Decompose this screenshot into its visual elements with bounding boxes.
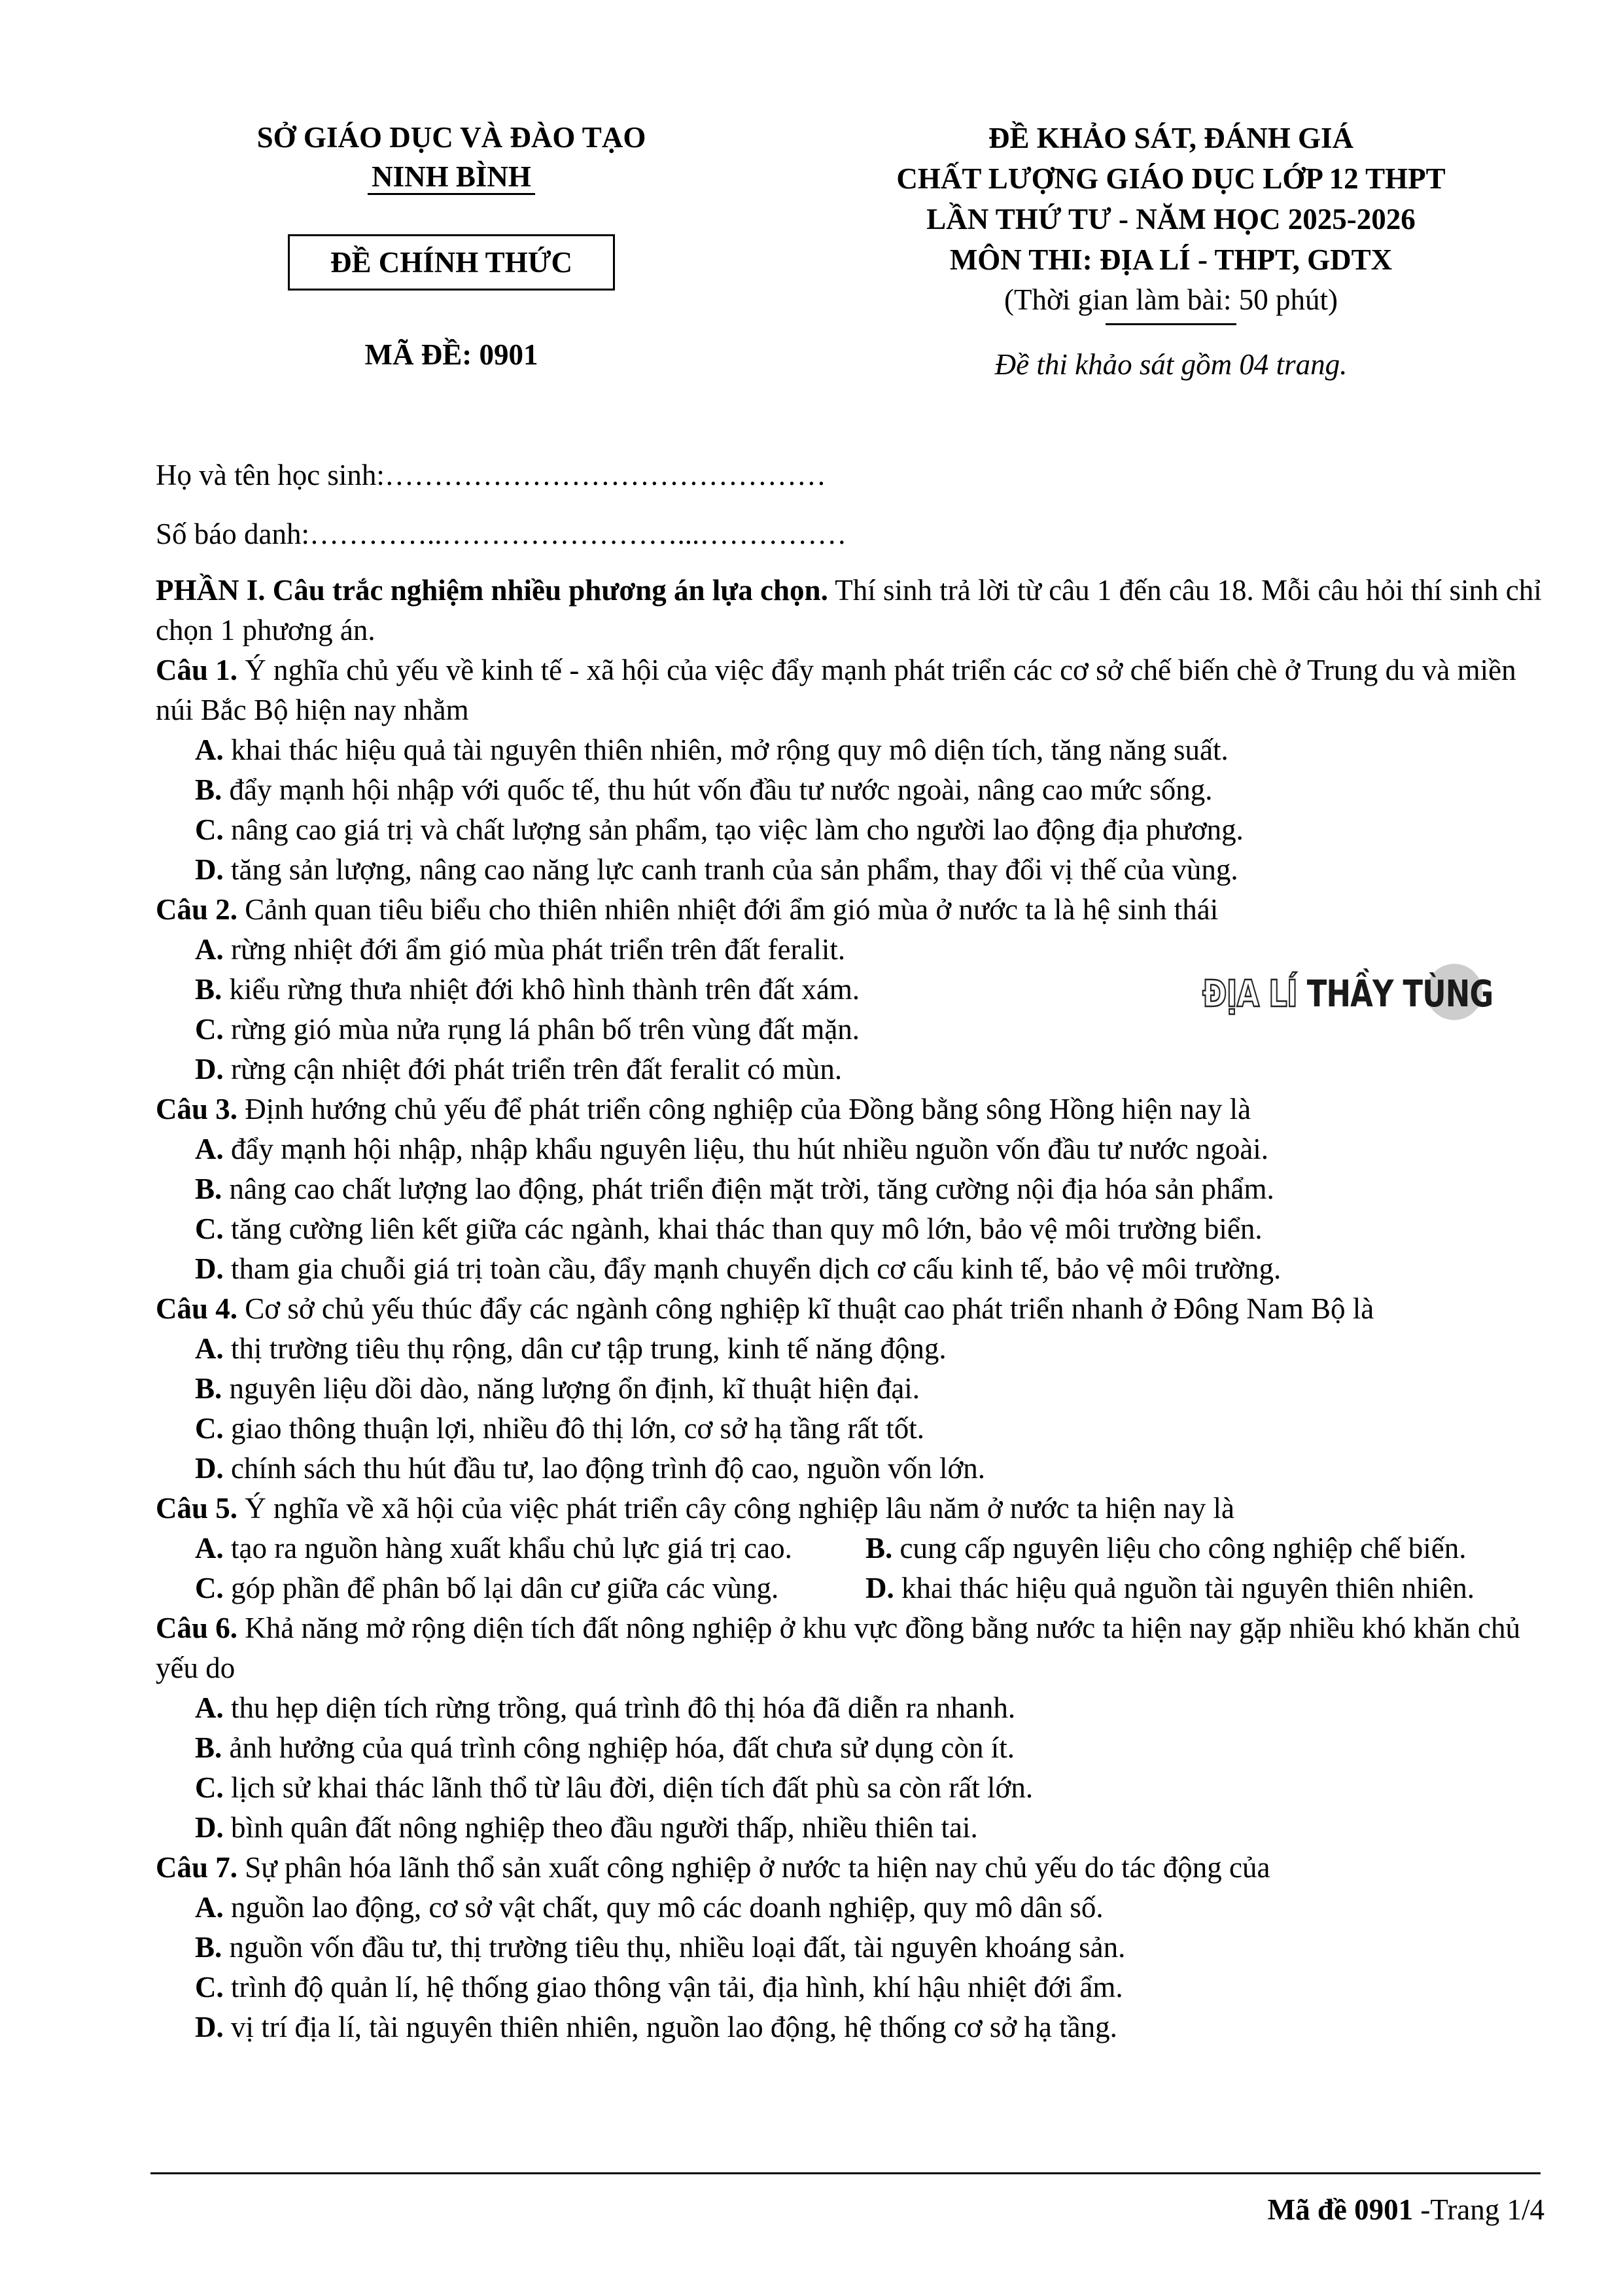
question-5-options-row-2 xyxy=(156,1568,1543,1608)
option-text: kiểu rừng thưa nhiệt đới khô hình thành trên đất xám. xyxy=(222,973,860,1006)
question-6-option-b[interactable] xyxy=(156,1728,1543,1768)
question-4-option-d[interactable] xyxy=(156,1449,1543,1489)
watermark-text-part1: ĐỊA LÍ xyxy=(1202,973,1307,1016)
question-6 xyxy=(156,1608,1543,1688)
exam-title-line3: LẦN THỨ TƯ - NĂM HỌC 2025-2026 xyxy=(926,203,1416,236)
question-7-option-a[interactable] xyxy=(156,1888,1543,1928)
question-text: Khả năng mở rộng diện tích đất nông nghiệp ở khu vực đồng bằng nước ta hiện nay gặp nhiều khó khăn chủ yếu do xyxy=(156,1612,1521,1684)
option-text: khai thác hiệu quả nguồn tài nguyên thiên nhiên. xyxy=(894,1572,1475,1604)
option-letter: A. xyxy=(195,1133,224,1165)
option-letter: A. xyxy=(195,1691,224,1724)
option-text: tăng cường liên kết giữa các ngành, khai thác than quy mô lớn, bảo vệ môi trường biển. xyxy=(223,1212,1263,1245)
option-text: nguồn vốn đầu tư, thị trường tiêu thụ, nhiều loại đất, tài nguyên khoáng sản. xyxy=(222,1931,1126,1964)
question-7-option-c[interactable] xyxy=(156,1968,1543,2007)
question-5-option-a[interactable] xyxy=(195,1528,865,1568)
question-text: Định hướng chủ yếu để phát triển công nghiệp của Đồng bằng sông Hồng hiện nay là xyxy=(237,1093,1251,1125)
option-letter: D. xyxy=(195,1811,224,1844)
question-5-option-b[interactable] xyxy=(865,1528,1466,1568)
option-text: đẩy mạnh hội nhập với quốc tế, thu hút vốn đầu tư nước ngoài, nâng cao mức sống. xyxy=(222,773,1213,806)
option-letter: C. xyxy=(195,1212,224,1245)
option-letter: B. xyxy=(865,1532,893,1564)
option-text: thu hẹp diện tích rừng trồng, quá trình đô thị hóa đã diễn ra nhanh. xyxy=(223,1691,1016,1724)
footer-divider xyxy=(150,2172,1541,2174)
option-text: rừng cận nhiệt đới phát triển trên đất feralit có mùn. xyxy=(223,1053,843,1086)
pages-note: Đề thi khảo sát gồm 04 trang. xyxy=(994,348,1348,381)
question-5-option-d[interactable] xyxy=(865,1568,1475,1608)
question-7 xyxy=(156,1848,1543,1888)
student-name-line: Họ và tên học sinh:……………………………………… xyxy=(156,459,826,491)
option-text: nguồn lao động, cơ sở vật chất, quy mô các doanh nghiệp, quy mô dân số. xyxy=(223,1891,1104,1924)
question-1 xyxy=(156,650,1543,730)
exam-content xyxy=(156,571,1543,2047)
option-text: tăng sản lượng, nâng cao năng lực canh tranh của sản phẩm, thay đổi vị thế của vùng. xyxy=(223,853,1238,886)
option-text: bình quân đất nông nghiệp theo đầu người thấp, nhiều thiên tai. xyxy=(223,1811,978,1844)
question-4-option-a[interactable] xyxy=(156,1329,1543,1369)
watermark-logo xyxy=(1202,959,1493,1031)
page-footer xyxy=(1268,2190,1544,2229)
question-4-option-b[interactable] xyxy=(156,1369,1543,1409)
question-text: Cơ sở chủ yếu thúc đẩy các ngành công nghiệp kĩ thuật cao phát triển nhanh ở Đông Nam Bộ là xyxy=(237,1292,1374,1325)
question-label: Câu 7. xyxy=(156,1851,238,1884)
question-text: Ý nghĩa chủ yếu về kinh tế - xã hội của việc đẩy mạnh phát triển các cơ sở chế biến chè ở Trung du và miền núi Bắc Bộ hiện nay nhằm xyxy=(156,654,1516,726)
option-text: rừng nhiệt đới ẩm gió mùa phát triển trên đất feralit. xyxy=(223,933,846,966)
question-text: Ý nghĩa về xã hội của việc phát triển cây công nghiệp lâu năm ở nước ta hiện nay là xyxy=(237,1492,1234,1525)
option-text: nguyên liệu dồi dào, năng lượng ổn định, kĩ thuật hiện đại. xyxy=(222,1372,920,1405)
option-letter: B. xyxy=(195,973,222,1006)
department-name: SỞ GIÁO DỤC VÀ ĐÀO TẠO xyxy=(256,121,646,154)
question-4 xyxy=(156,1289,1543,1329)
option-text: chính sách thu hút đầu tư, lao động trình độ cao, nguồn vốn lớn. xyxy=(223,1452,986,1485)
question-text: Sự phân hóa lãnh thổ sản xuất công nghiệp ở nước ta hiện nay chủ yếu do tác động của xyxy=(237,1851,1270,1884)
exam-title-line1: ĐỀ KHẢO SÁT, ĐÁNH GIÁ xyxy=(988,122,1353,154)
option-letter: D. xyxy=(195,2011,224,2043)
question-6-option-c[interactable] xyxy=(156,1768,1543,1808)
question-5-options-row-1 xyxy=(156,1528,1543,1568)
option-letter: A. xyxy=(195,1891,224,1924)
official-exam-box: ĐỀ CHÍNH THỨC xyxy=(288,234,615,291)
option-text: rừng gió mùa nửa rụng lá phân bố trên vùng đất mặn. xyxy=(223,1013,860,1046)
option-letter: C. xyxy=(195,1013,224,1046)
part1-heading xyxy=(156,571,1543,650)
option-letter: B. xyxy=(195,1931,222,1964)
exam-duration: (Thời gian làm bài: 50 phút) xyxy=(1004,283,1338,316)
option-letter: D. xyxy=(865,1572,894,1604)
watermark-text xyxy=(1202,972,1493,1017)
question-6-option-a[interactable] xyxy=(156,1688,1543,1728)
question-7-option-d[interactable] xyxy=(156,2007,1543,2047)
footer-page-number: -Trang 1/4 xyxy=(1413,2193,1544,2226)
exam-title-line2: CHẤT LƯỢNG GIÁO DỤC LỚP 12 THPT xyxy=(896,162,1446,195)
option-text: nâng cao chất lượng lao động, phát triển điện mặt trời, tăng cường nội địa hóa sản phẩm. xyxy=(222,1173,1274,1205)
option-letter: C. xyxy=(195,1412,224,1445)
part1-instruction: Thí sinh trả lời từ câu 1 đến câu 18. Mỗi câu hỏi thí sinh chỉ chọn 1 phương án. xyxy=(156,574,1542,646)
option-letter: D. xyxy=(195,1452,224,1485)
option-text: thị trường tiêu thụ rộng, dân cư tập trung, kinh tế năng động. xyxy=(223,1332,947,1365)
option-letter: D. xyxy=(195,1053,224,1086)
question-text: Cảnh quan tiêu biểu cho thiên nhiên nhiệt đới ẩm gió mùa ở nước ta là hệ sinh thái xyxy=(237,893,1219,926)
exam-code: MÃ ĐỀ: 0901 xyxy=(364,338,538,371)
option-text: góp phần để phân bố lại dân cư giữa các vùng. xyxy=(223,1572,779,1604)
question-1-option-c[interactable] xyxy=(156,810,1543,850)
option-letter: C. xyxy=(195,1771,224,1804)
option-text: ảnh hưởng của quá trình công nghiệp hóa, đất chưa sử dụng còn ít. xyxy=(222,1731,1015,1764)
header-right xyxy=(811,118,1531,384)
question-1-option-a[interactable] xyxy=(156,730,1543,770)
question-3-option-d[interactable] xyxy=(156,1249,1543,1289)
question-3-option-b[interactable] xyxy=(156,1169,1543,1209)
watermark-text-part2: THẦY TÙNG xyxy=(1306,973,1493,1016)
option-text: trình độ quản lí, hệ thống giao thông vận tải, địa hình, khí hậu nhiệt đới ẩm. xyxy=(223,1971,1123,2004)
question-5-option-c[interactable] xyxy=(195,1568,865,1608)
question-4-option-c[interactable] xyxy=(156,1409,1543,1449)
question-7-option-b[interactable] xyxy=(156,1928,1543,1968)
question-6-option-d[interactable] xyxy=(156,1808,1543,1848)
part1-title: PHẦN I. Câu trắc nghiệm nhiều phương án lựa chọn. xyxy=(156,574,828,607)
option-text: tạo ra nguồn hàng xuất khẩu chủ lực giá trị cao. xyxy=(223,1532,792,1564)
question-3-option-c[interactable] xyxy=(156,1209,1543,1249)
option-letter: A. xyxy=(195,933,224,966)
option-letter: C. xyxy=(195,1971,224,2004)
option-text: cung cấp nguyên liệu cho công nghiệp chế biến. xyxy=(892,1532,1467,1564)
option-letter: D. xyxy=(195,1252,224,1285)
exam-subject: MÔN THI: ĐỊA LÍ - THPT, GDTX xyxy=(949,243,1393,276)
question-label: Câu 5. xyxy=(156,1492,238,1525)
option-letter: B. xyxy=(195,773,222,806)
option-letter: C. xyxy=(195,1572,224,1604)
option-letter: A. xyxy=(195,1332,224,1365)
question-label: Câu 2. xyxy=(156,893,238,926)
option-text: nâng cao giá trị và chất lượng sản phẩm, tạo việc làm cho người lao động địa phương. xyxy=(223,813,1244,846)
option-letter: B. xyxy=(195,1173,222,1205)
option-text: giao thông thuận lợi, nhiều đô thị lớn, cơ sở hạ tầng rất tốt. xyxy=(223,1412,925,1445)
header-left xyxy=(216,118,687,373)
option-letter: B. xyxy=(195,1372,222,1405)
option-text: khai thác hiệu quả tài nguyên thiên nhiên, mở rộng quy mô diện tích, tăng năng suất. xyxy=(223,733,1229,766)
option-text: vị trí địa lí, tài nguyên thiên nhiên, nguồn lao động, hệ thống cơ sở hạ tầng. xyxy=(223,2011,1117,2043)
option-letter: D. xyxy=(195,853,224,886)
option-text: tham gia chuỗi giá trị toàn cầu, đẩy mạnh chuyển dịch cơ cấu kinh tế, bảo vệ môi trường. xyxy=(223,1252,1282,1285)
province-name: NINH BÌNH xyxy=(372,157,531,196)
question-1-option-b[interactable] xyxy=(156,770,1543,810)
question-label: Câu 4. xyxy=(156,1292,238,1325)
option-letter: A. xyxy=(195,1532,224,1564)
student-id-line: Số báo danh:…………..……………………...…………… xyxy=(156,518,847,550)
footer-exam-code: Mã đề 0901 xyxy=(1267,2193,1414,2226)
question-5 xyxy=(156,1489,1543,1528)
question-label: Câu 1. xyxy=(156,654,238,686)
question-3-option-a[interactable] xyxy=(156,1129,1543,1169)
option-letter: C. xyxy=(195,813,224,846)
question-3 xyxy=(156,1089,1543,1129)
question-2 xyxy=(156,890,1543,930)
question-1-option-d[interactable] xyxy=(156,850,1543,890)
question-label: Câu 3. xyxy=(156,1093,238,1125)
option-text: đẩy mạnh hội nhập, nhập khẩu nguyên liệu, thu hút nhiều nguồn vốn đầu tư nước ngoài. xyxy=(223,1133,1269,1165)
question-label: Câu 6. xyxy=(156,1612,238,1644)
option-text: lịch sử khai thác lãnh thổ từ lâu đời, diện tích đất phù sa còn rất lớn. xyxy=(223,1771,1034,1804)
option-letter: B. xyxy=(195,1731,222,1764)
header-divider xyxy=(1106,323,1236,325)
question-2-option-d[interactable] xyxy=(156,1050,1543,1089)
option-letter: A. xyxy=(195,733,224,766)
